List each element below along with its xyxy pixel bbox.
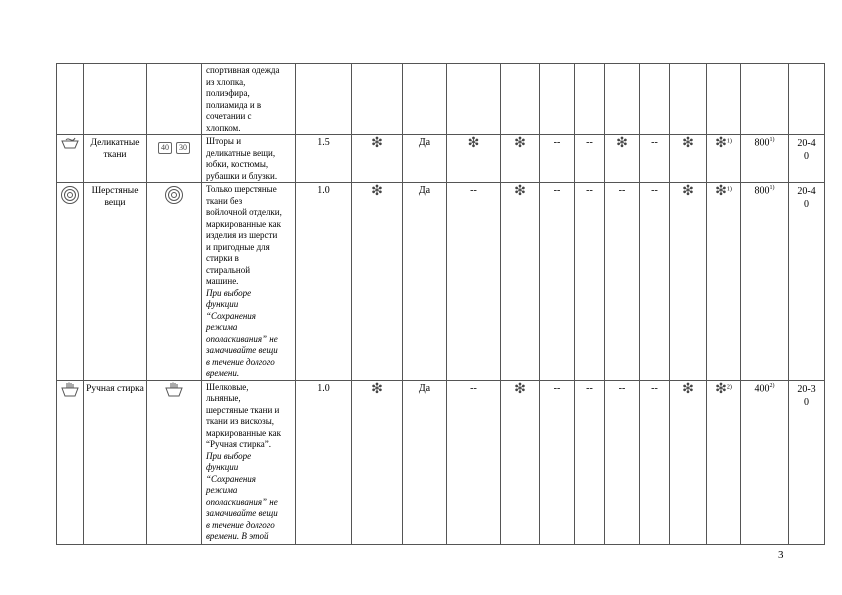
program-name: Шерстяные вещи: [84, 183, 147, 381]
load-value: 1.0: [296, 183, 352, 381]
footnote-mark: 1): [726, 138, 732, 145]
cell-value: Да: [403, 135, 447, 183]
cell-value: --: [575, 183, 605, 381]
hand-wash-icon: [164, 382, 184, 398]
asterisk-symbol: ❇: [467, 136, 480, 151]
footnote-mark: 1): [726, 186, 732, 193]
cell-value: --: [575, 135, 605, 183]
load-value: 1.0: [296, 380, 352, 544]
footnote-mark: 2): [769, 382, 775, 389]
cell-value: --: [540, 183, 575, 381]
table-row: [57, 183, 825, 381]
footnote-mark: 1): [769, 185, 775, 191]
temp-40-icon: 40: [158, 142, 172, 154]
cell-value: --: [540, 380, 575, 544]
cell-value: --: [605, 380, 640, 544]
program-description: Шелковые, льняные, шерстяные ткани и ткани из вискозы, маркированные как “Ручная стирка”. При выборе функции “Сохранения режима ополаскивания” не замачивайте вещи в течение долгого времени. В этой: [202, 380, 296, 544]
footnote-mark: 1): [769, 137, 775, 143]
cell-value: Да: [403, 380, 447, 544]
cell-value: --: [447, 380, 501, 544]
program-name: Деликатные ткани: [84, 135, 147, 183]
asterisk-symbol: ❇: [514, 381, 526, 397]
table-row: [57, 64, 825, 135]
spin-value: 800: [754, 137, 770, 149]
program-table: [56, 63, 825, 545]
temp-30-icon: 30: [176, 142, 190, 154]
cell-value: --: [640, 183, 670, 381]
asterisk-symbol: ❇: [514, 184, 526, 199]
cell-value: Да: [403, 183, 447, 381]
cell-value: --: [575, 380, 605, 544]
wool-yarn-icon: [60, 184, 80, 206]
asterisk-symbol: ❇: [371, 136, 383, 151]
asterisk-symbol: ❇: [715, 136, 727, 151]
program-description: спортивная одежда из хлопка, полиэфира, полиамида и в сочетании с хлопком.: [202, 64, 296, 135]
hand-wash-icon: [60, 382, 80, 398]
table-row: [57, 380, 825, 544]
asterisk-symbol: ❇: [682, 136, 694, 151]
page-number: 3: [778, 549, 784, 561]
cell-value: --: [540, 135, 575, 183]
spin-value: 800: [754, 185, 770, 197]
asterisk-symbol: ❇: [715, 184, 727, 199]
asterisk-symbol: ❇: [514, 136, 526, 151]
temperature-value: 20-30: [797, 383, 816, 408]
asterisk-symbol: ❇: [682, 184, 694, 199]
wool-yarn-icon: [164, 184, 184, 206]
program-description: Шторы и деликатные вещи, юбки, костюмы, рубашки и блузки.: [202, 135, 296, 183]
footnote-mark: 2): [726, 384, 732, 391]
spin-value: 400: [754, 382, 770, 394]
asterisk-symbol: ❇: [715, 381, 727, 397]
asterisk-symbol: ❇: [682, 381, 694, 397]
cell-value: --: [447, 183, 501, 381]
cell-value: --: [640, 380, 670, 544]
temperature-value: 20-40: [797, 186, 816, 210]
asterisk-symbol: ❇: [616, 136, 628, 151]
program-name: Ручная стирка: [84, 380, 147, 544]
asterisk-symbol: ❇: [371, 184, 383, 199]
delicate-wash-icon: [60, 136, 80, 150]
temperature-value: 20-40: [797, 138, 816, 162]
cell-value: --: [640, 135, 670, 183]
asterisk-symbol: ❇: [371, 381, 383, 397]
program-description: Только шерстяные ткани без войлочной отделки, маркированные как изделия из шерсти и пригодные для стирки в стиральной машине. При выборе функции “Сохранения режима ополаскивания” не замачивайте вещи в течение долгого времени.: [202, 183, 296, 381]
cell-value: --: [605, 183, 640, 381]
load-value: 1.5: [296, 135, 352, 183]
table-row: [57, 135, 825, 183]
